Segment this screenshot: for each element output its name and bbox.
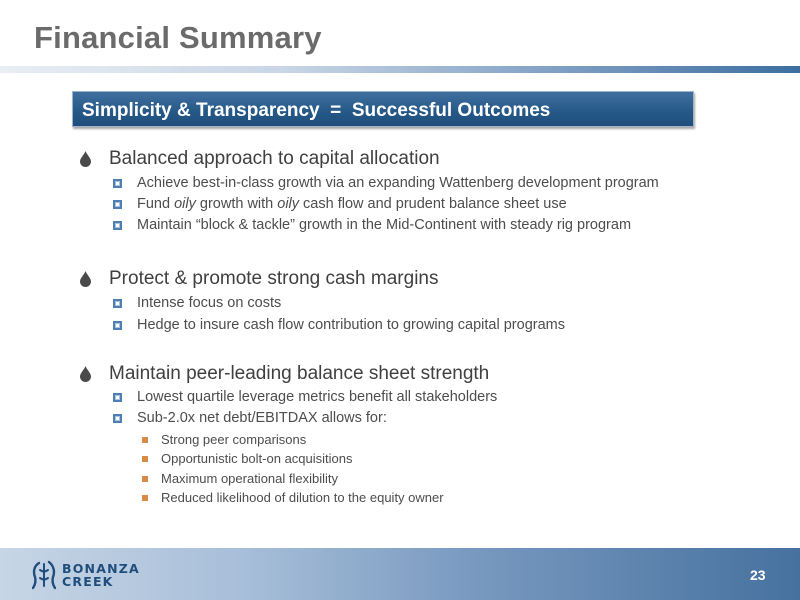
list-item bbox=[113, 295, 281, 311]
page-number: 23 bbox=[750, 567, 766, 583]
sub-list-item-text: Strong peer comparisons bbox=[161, 432, 307, 447]
list-item bbox=[113, 175, 659, 191]
list-item bbox=[113, 196, 567, 212]
list-item bbox=[113, 389, 497, 405]
text-growth-with: growth with bbox=[195, 196, 278, 212]
square-bullet-icon bbox=[113, 393, 122, 402]
drop-bullet-icon bbox=[80, 271, 91, 287]
list-item bbox=[113, 410, 387, 426]
banner-equals: = bbox=[330, 100, 342, 121]
text-oily-2: oily bbox=[277, 196, 300, 212]
sub-list-item bbox=[142, 471, 338, 486]
logo-line-2: CREEK bbox=[62, 574, 114, 589]
banner-left: Simplicity & Transparency bbox=[82, 100, 320, 121]
orange-square-bullet-icon bbox=[142, 437, 148, 443]
slide-title: Financial Summary bbox=[34, 20, 322, 55]
text-oily-1: oily bbox=[174, 196, 196, 212]
logo-line-1: BONANZA bbox=[62, 561, 140, 576]
list-item-text: Achieve best-in-class growth via an expanding Wattenberg development program bbox=[137, 175, 659, 191]
section-1-heading bbox=[80, 148, 440, 170]
sub-list-item-text: Maximum operational flexibility bbox=[161, 471, 339, 486]
list-item bbox=[113, 217, 631, 233]
drop-bullet-icon bbox=[80, 366, 91, 382]
section-2-heading bbox=[80, 268, 438, 290]
title-rule bbox=[0, 66, 800, 73]
square-bullet-icon bbox=[113, 299, 122, 308]
sub-list-item-text: Reduced likelihood of dilution to the equity owner bbox=[161, 490, 444, 505]
drop-bullet-icon bbox=[80, 151, 91, 167]
square-bullet-icon bbox=[113, 321, 122, 330]
list-item-text: Sub-2.0x net debt/EBITDAX allows for: bbox=[137, 410, 387, 426]
text-fund: Fund bbox=[137, 196, 175, 212]
logo-wordmark bbox=[62, 562, 140, 588]
section-heading: Protect & promote strong cash margins bbox=[109, 268, 439, 289]
square-bullet-icon bbox=[113, 414, 122, 423]
section-heading: Balanced approach to capital allocation bbox=[109, 148, 440, 169]
sub-list-item bbox=[142, 451, 353, 466]
list-item-text: Hedge to insure cash flow contribution to growing capital programs bbox=[137, 317, 565, 333]
square-bullet-icon bbox=[113, 200, 122, 209]
company-logo bbox=[32, 560, 140, 590]
sub-list-item bbox=[142, 490, 444, 505]
square-bullet-icon bbox=[113, 221, 122, 230]
list-item bbox=[113, 317, 565, 333]
banner-right: Successful Outcomes bbox=[351, 100, 551, 121]
orange-square-bullet-icon bbox=[142, 456, 148, 462]
square-bullet-icon bbox=[113, 179, 122, 188]
bonanza-creek-logo-icon bbox=[32, 560, 56, 590]
orange-square-bullet-icon bbox=[142, 476, 148, 482]
list-item-text bbox=[137, 196, 567, 212]
section-heading: Maintain peer-leading balance sheet strength bbox=[109, 363, 490, 384]
list-item-text: Intense focus on costs bbox=[137, 295, 282, 311]
orange-square-bullet-icon bbox=[142, 495, 148, 501]
sub-list-item bbox=[142, 432, 306, 447]
section-3-heading bbox=[80, 363, 489, 385]
text-cash-flow: cash flow and prudent balance sheet use bbox=[299, 196, 567, 212]
sub-list-item-text: Opportunistic bolt-on acquisitions bbox=[161, 451, 353, 466]
theme-banner bbox=[72, 91, 694, 127]
list-item-text: Maintain “block & tackle” growth in the Mid-Continent with steady rig program bbox=[137, 217, 632, 233]
list-item-text: Lowest quartile leverage metrics benefit all stakeholders bbox=[137, 389, 498, 405]
